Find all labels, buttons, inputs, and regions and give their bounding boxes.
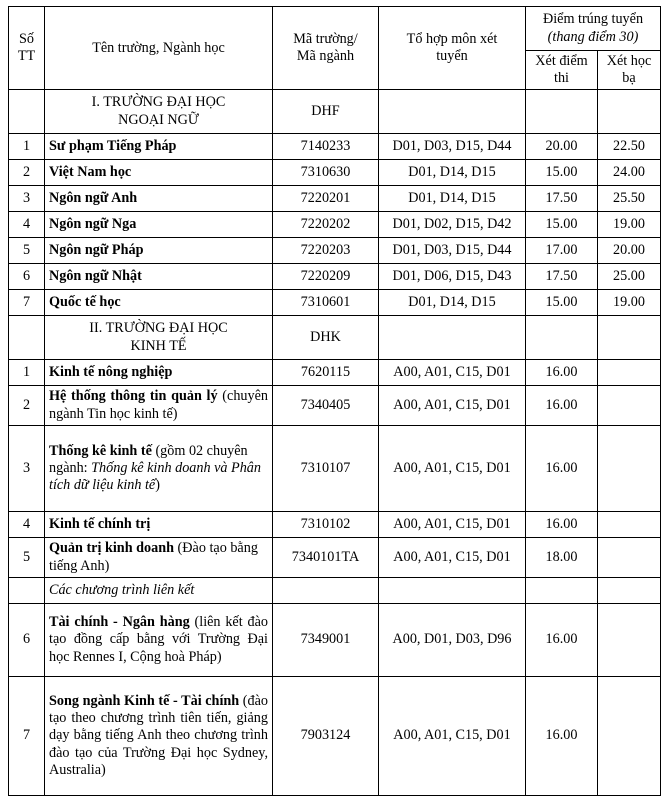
cell-subject-combination: A00, A01, C15, D01	[379, 426, 526, 512]
header-score-transcript-line1: Xét học	[606, 53, 652, 69]
admission-score-table	[8, 6, 661, 796]
subsection-title: Các chương trình liên kết	[45, 578, 273, 604]
cell-subject-combination: D01, D02, D15, D42	[379, 212, 526, 238]
program-name-main: Quốc tế học	[49, 293, 121, 310]
cell-subject-combination: D01, D14, D15	[379, 290, 526, 316]
program-name-main: Thống kê kinh tế	[49, 442, 152, 459]
cell-subject-combination: D01, D03, D15, D44	[379, 134, 526, 160]
subsection-header-row	[9, 578, 661, 604]
header-code-line2: Mã ngành	[296, 48, 355, 65]
cell-row-number: 6	[9, 604, 45, 677]
table-row	[9, 386, 661, 426]
cell-program-name	[45, 426, 273, 512]
cell-program-code: 7310102	[273, 512, 379, 538]
header-row-main	[9, 7, 661, 51]
cell-score-exam: 15.00	[526, 160, 598, 186]
section-score-exam-empty	[526, 90, 598, 134]
section-header-row	[9, 316, 661, 360]
cell-program-code: 7340101TA	[273, 538, 379, 578]
cell-subject-combination: D01, D03, D15, D44	[379, 238, 526, 264]
cell-row-number: 7	[9, 677, 45, 796]
program-name-main: Quản trị kinh doanh	[49, 540, 174, 557]
cell-program-name	[45, 604, 273, 677]
program-name-main: Kinh tế nông nghiệp	[49, 363, 173, 380]
cell-program-name	[45, 238, 273, 264]
header-name	[45, 7, 273, 90]
table-row	[9, 604, 661, 677]
table-row	[9, 160, 661, 186]
cell-program-code: 7220203	[273, 238, 379, 264]
program-name-main: Ngôn ngữ Nga	[49, 215, 137, 232]
program-name-main: Tài chính - Ngân hàng	[49, 614, 190, 631]
section-code: DHF	[273, 90, 379, 134]
cell-score-exam: 17.50	[526, 186, 598, 212]
cell-score-exam: 15.00	[526, 212, 598, 238]
table-row	[9, 134, 661, 160]
cell-program-name	[45, 264, 273, 290]
program-name-note: (Đào tạo bằng tiếng Anh)	[49, 540, 258, 574]
subsection-score-transcript-empty	[598, 578, 661, 604]
cell-program-name	[45, 386, 273, 426]
cell-row-number: 4	[9, 512, 45, 538]
subsection-code-empty	[273, 578, 379, 604]
cell-score-transcript	[598, 426, 661, 512]
cell-row-number: 5	[9, 238, 45, 264]
header-stt-line1: Số	[19, 31, 34, 47]
cell-program-code: 7903124	[273, 677, 379, 796]
cell-subject-combination: A00, A01, C15, D01	[379, 512, 526, 538]
header-combination-line2: tuyển	[436, 48, 468, 65]
program-name-main: Ngôn ngữ Anh	[49, 189, 138, 206]
table-row	[9, 212, 661, 238]
section-combination-empty	[379, 316, 526, 360]
cell-program-name	[45, 160, 273, 186]
header-combination-line1: Tổ hợp môn xét	[406, 31, 498, 47]
program-name-main: Việt Nam học	[49, 163, 132, 180]
cell-program-name	[45, 212, 273, 238]
cell-score-exam: 16.00	[526, 386, 598, 426]
cell-subject-combination: A00, A01, C15, D01	[379, 538, 526, 578]
cell-score-transcript	[598, 538, 661, 578]
header-score-transcript	[598, 51, 661, 90]
program-name-note: (chuyên ngành Tin học kinh tế)	[49, 388, 268, 422]
cell-score-transcript	[598, 360, 661, 386]
section-title-line2: KINH TẾ	[130, 337, 187, 354]
header-code-line1: Mã trường/	[293, 31, 358, 47]
cell-program-name	[45, 677, 273, 796]
cell-row-number: 5	[9, 538, 45, 578]
program-name-main: Kinh tế chính trị	[49, 515, 151, 532]
program-name-main: Hệ thống thông tin quản lý	[49, 388, 218, 405]
cell-program-name	[45, 538, 273, 578]
cell-score-exam: 16.00	[526, 360, 598, 386]
cell-score-transcript	[598, 677, 661, 796]
cell-program-code: 7310601	[273, 290, 379, 316]
section-title-line1: I. TRƯỜNG ĐẠI HỌC	[91, 93, 226, 110]
section-score-transcript-empty	[598, 316, 661, 360]
program-name-note-tail: )	[155, 477, 160, 494]
section-title	[45, 90, 273, 134]
program-name-note: (đào tạo theo chương trình tiên tiến, giảng dạy bằng tiếng Anh theo chương trình đào tạo của Trường Đại học Sydney, Australia)	[49, 692, 268, 779]
table-row	[9, 186, 661, 212]
program-name-main: Ngôn ngữ Pháp	[49, 241, 144, 258]
cell-score-transcript	[598, 386, 661, 426]
section-code: DHK	[273, 316, 379, 360]
cell-subject-combination: A00, A01, C15, D01	[379, 677, 526, 796]
cell-row-number: 2	[9, 386, 45, 426]
cell-subject-combination: D01, D14, D15	[379, 186, 526, 212]
cell-score-exam: 18.00	[526, 538, 598, 578]
cell-program-name	[45, 290, 273, 316]
cell-program-code: 7620115	[273, 360, 379, 386]
cell-program-code: 7220201	[273, 186, 379, 212]
section-title	[45, 316, 273, 360]
header-score-group-note: (thang điểm 30)	[547, 28, 639, 45]
table-row	[9, 238, 661, 264]
table-row	[9, 360, 661, 386]
header-code	[273, 7, 379, 90]
header-stt-line2: TT	[17, 48, 36, 65]
cell-program-code: 7310630	[273, 160, 379, 186]
cell-row-number: 1	[9, 134, 45, 160]
cell-score-transcript: 19.00	[598, 290, 661, 316]
section-score-transcript-empty	[598, 90, 661, 134]
cell-score-transcript	[598, 604, 661, 677]
header-score-exam-line1: Xét điểm	[535, 53, 588, 69]
program-name-note: (gồm 02 chuyên ngành:	[49, 442, 248, 476]
program-name-main: Ngôn ngữ Nhật	[49, 267, 142, 284]
subsection-row-number-empty	[9, 578, 45, 604]
cell-program-code: 7349001	[273, 604, 379, 677]
section-title-line1: II. TRƯỜNG ĐẠI HỌC	[89, 319, 228, 336]
table-row	[9, 264, 661, 290]
cell-score-exam: 16.00	[526, 604, 598, 677]
cell-program-name	[45, 512, 273, 538]
header-score-group	[526, 7, 661, 51]
cell-score-transcript	[598, 512, 661, 538]
header-stt	[9, 7, 45, 90]
cell-score-transcript: 25.50	[598, 186, 661, 212]
cell-subject-combination: A00, D01, D03, D96	[379, 604, 526, 677]
table-row	[9, 538, 661, 578]
section-title-line2: NGOẠI NGỮ	[118, 111, 199, 128]
cell-score-exam: 15.00	[526, 290, 598, 316]
table-row	[9, 677, 661, 796]
subsection-combination-empty	[379, 578, 526, 604]
section-combination-empty	[379, 90, 526, 134]
table-row	[9, 426, 661, 512]
header-name-label: Tên trường, Ngành học	[92, 39, 225, 56]
program-name-main: Song ngành Kinh tế - Tài chính	[49, 692, 240, 709]
cell-row-number: 3	[9, 186, 45, 212]
program-name-note: (liên kết đào tạo đồng cấp bằng với Trường Đại học Rennes I, Cộng hoà Pháp)	[49, 614, 268, 665]
cell-score-exam: 16.00	[526, 677, 598, 796]
cell-subject-combination: A00, A01, C15, D01	[379, 360, 526, 386]
cell-program-code: 7220209	[273, 264, 379, 290]
cell-subject-combination: A00, A01, C15, D01	[379, 386, 526, 426]
cell-score-transcript: 22.50	[598, 134, 661, 160]
cell-subject-combination: D01, D06, D15, D43	[379, 264, 526, 290]
cell-row-number: 4	[9, 212, 45, 238]
header-score-exam-line2: thi	[554, 70, 569, 87]
cell-score-exam: 16.00	[526, 512, 598, 538]
cell-row-number: 7	[9, 290, 45, 316]
cell-score-transcript: 19.00	[598, 212, 661, 238]
cell-score-transcript: 24.00	[598, 160, 661, 186]
cell-row-number: 2	[9, 160, 45, 186]
cell-score-transcript: 20.00	[598, 238, 661, 264]
cell-row-number: 6	[9, 264, 45, 290]
section-row-number-empty	[9, 90, 45, 134]
table-body	[9, 90, 661, 796]
cell-subject-combination: D01, D14, D15	[379, 160, 526, 186]
table-header	[9, 7, 661, 90]
cell-program-code: 7140233	[273, 134, 379, 160]
cell-score-exam: 17.00	[526, 238, 598, 264]
cell-program-code: 7220202	[273, 212, 379, 238]
header-score-group-label: Điểm trúng tuyển	[542, 11, 644, 28]
cell-score-exam: 16.00	[526, 426, 598, 512]
section-score-exam-empty	[526, 316, 598, 360]
cell-program-name	[45, 360, 273, 386]
cell-row-number: 1	[9, 360, 45, 386]
table-row	[9, 290, 661, 316]
header-score-exam	[526, 51, 598, 90]
section-row-number-empty	[9, 316, 45, 360]
cell-score-exam: 20.00	[526, 134, 598, 160]
program-name-italic-note: Thống kê kinh doanh và Phân tích dữ liệu kinh tế	[49, 459, 261, 494]
program-name-main: Sư phạm Tiếng Pháp	[49, 137, 177, 154]
cell-program-code: 7340405	[273, 386, 379, 426]
cell-program-name	[45, 134, 273, 160]
cell-program-code: 7310107	[273, 426, 379, 512]
table-row	[9, 512, 661, 538]
cell-score-exam: 17.50	[526, 264, 598, 290]
header-combination	[379, 7, 526, 90]
header-score-transcript-line2: bạ	[622, 70, 636, 87]
cell-score-transcript: 25.00	[598, 264, 661, 290]
subsection-score-exam-empty	[526, 578, 598, 604]
section-header-row	[9, 90, 661, 134]
cell-row-number: 3	[9, 426, 45, 512]
cell-program-name	[45, 186, 273, 212]
